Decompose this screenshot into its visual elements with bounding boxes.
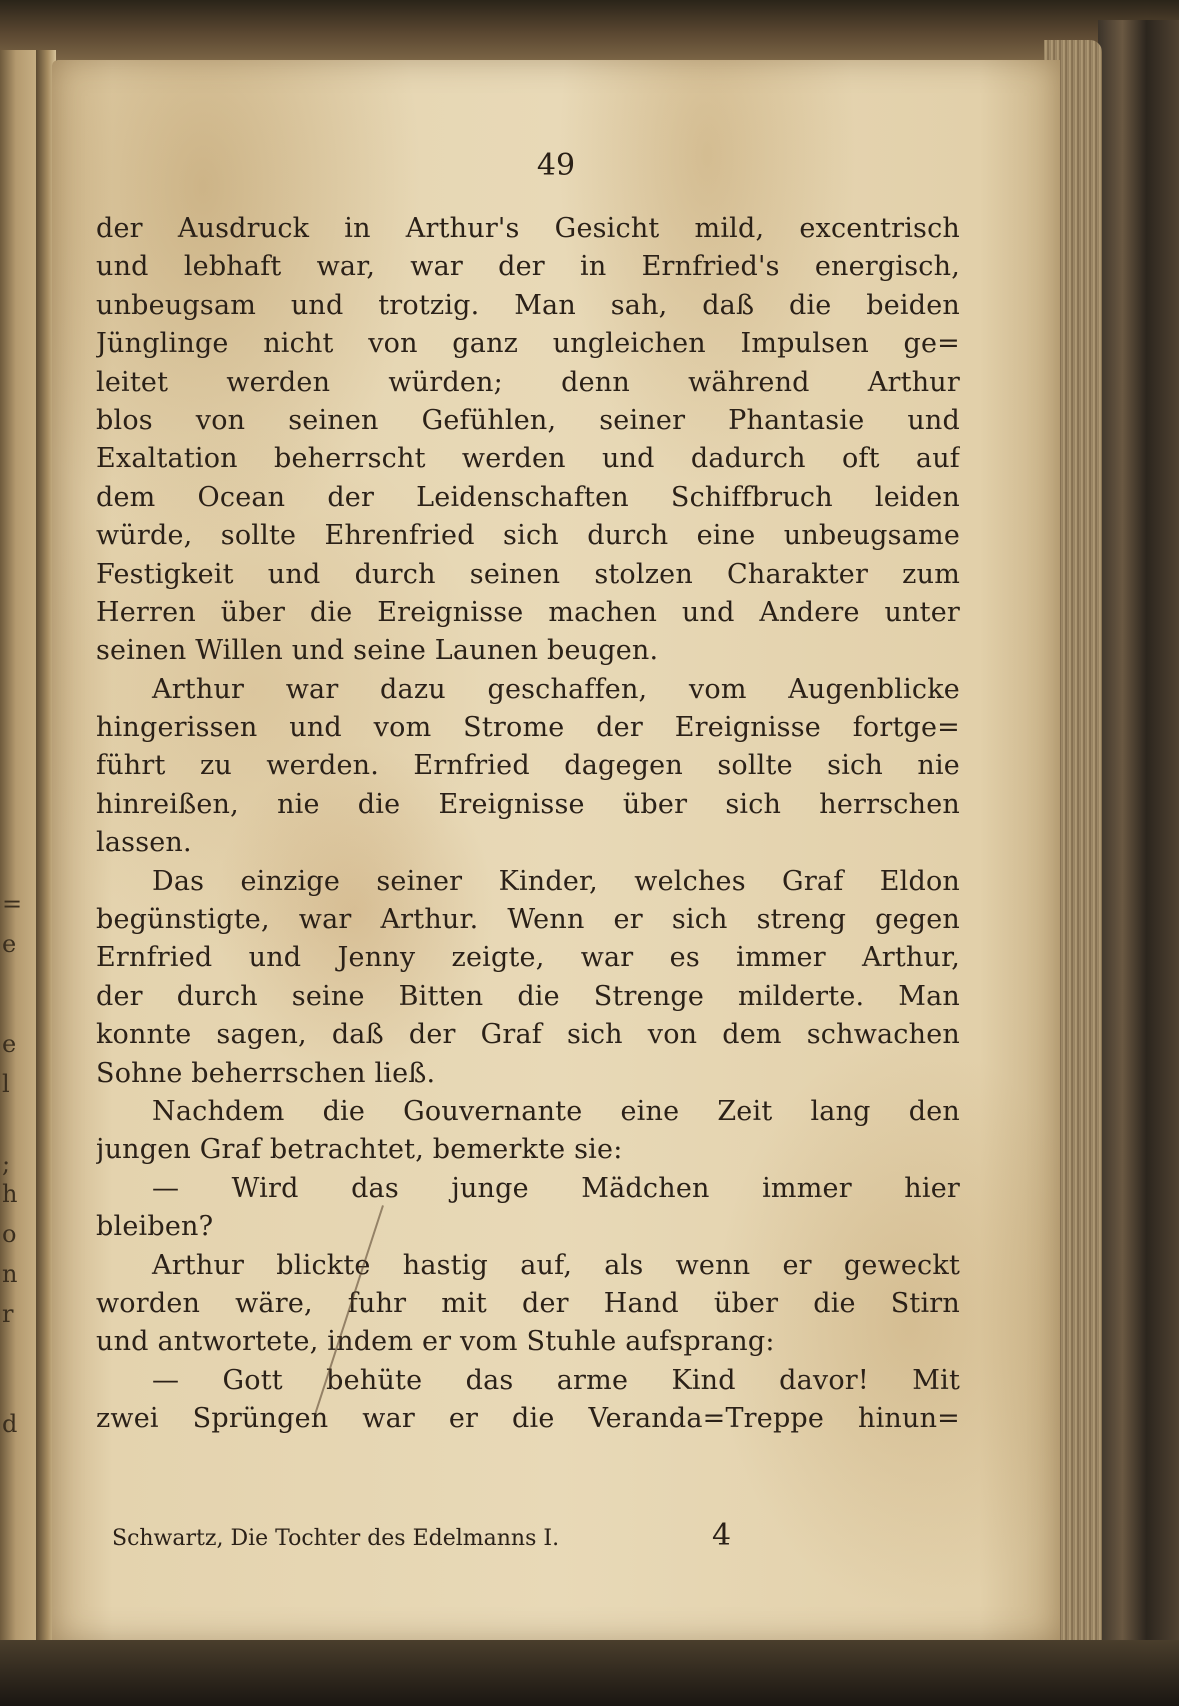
facing-page-mark: n xyxy=(2,1260,18,1288)
text-line: begünstigte, war Arthur. Wenn er sich streng gegen xyxy=(96,904,960,936)
facing-page-mark: e xyxy=(2,930,17,958)
text-line: leitet werden würden; denn während Arthur xyxy=(96,366,960,398)
page-number: 49 xyxy=(536,148,576,183)
text-line: Jünglinge nicht von ganz ungleichen Impulsen ge= xyxy=(96,328,960,360)
text-line: dem Ocean der Leidenschaften Schiffbruch leiden xyxy=(96,481,960,513)
book-page xyxy=(52,60,1060,1640)
text-line: würde, sollte Ehrenfried sich durch eine unbeugsame xyxy=(96,520,960,552)
text-line: Ernfried und Jenny zeigte, war es immer Arthur, xyxy=(96,942,960,974)
book-cover-bottom xyxy=(0,1640,1179,1706)
facing-page-mark: e xyxy=(2,1030,17,1058)
text-line: konnte sagen, daß der Graf sich von dem schwachen xyxy=(96,1019,960,1051)
text-line: und antwortete, indem er vom Stuhle aufsprang: xyxy=(96,1326,775,1358)
text-line: seinen Willen und seine Launen beugen. xyxy=(96,635,659,667)
facing-page-mark: h xyxy=(2,1180,18,1208)
text-line: Herren über die Ereignisse machen und Andere unter xyxy=(96,596,960,628)
text-line: führt zu werden. Ernfried dagegen sollte sich nie xyxy=(96,750,960,782)
facing-page-mark: d xyxy=(2,1410,18,1438)
text-line: Das einzige seiner Kinder, welches Graf Eldon xyxy=(152,865,960,897)
page-footer xyxy=(112,1518,862,1553)
text-line: blos von seinen Gefühlen, seiner Phantasie und xyxy=(96,404,960,436)
text-line: — Wird das junge Mädchen immer hier xyxy=(152,1172,960,1204)
text-line: worden wäre, fuhr mit der Hand über die Stirn xyxy=(96,1287,960,1319)
text-line: bleiben? xyxy=(96,1211,214,1243)
text-line: der durch seine Bitten die Strenge milderte. Man xyxy=(96,980,960,1012)
facing-page-mark: ; xyxy=(2,1150,11,1178)
footer-imprint: Schwartz, Die Tochter des Edelmanns I. xyxy=(112,1526,560,1551)
text-line: — Gott behüte das arme Kind davor! Mit xyxy=(152,1364,960,1396)
text-line: Nachdem die Gouvernante eine Zeit lang den xyxy=(152,1095,960,1127)
signature-mark: 4 xyxy=(712,1518,732,1553)
text-line: Sohne beherrschen ließ. xyxy=(96,1057,436,1089)
text-line: Exaltation beherrscht werden und dadurch oft auf xyxy=(96,443,960,475)
facing-page-mark: = xyxy=(2,890,23,918)
text-line: jungen Graf betrachtet, bemerkte sie: xyxy=(96,1134,623,1166)
facing-page-mark: r xyxy=(2,1300,14,1328)
book-cover-right xyxy=(1098,20,1179,1660)
text-line: und lebhaft war, war der in Ernfried's energisch, xyxy=(96,251,960,283)
text-line: Festigkeit und durch seinen stolzen Charakter zum xyxy=(96,558,960,590)
text-line: lassen. xyxy=(96,827,192,859)
page-text xyxy=(96,210,960,1439)
text-line: hinreißen, nie die Ereignisse über sich herrschen xyxy=(96,788,960,820)
text-line: hingerissen und vom Strome der Ereignisse fortge= xyxy=(96,712,960,744)
text-line: Arthur war dazu geschaffen, vom Augenblicke xyxy=(152,673,960,705)
book-cover-top xyxy=(0,0,1179,60)
text-line: zwei Sprüngen war er die Veranda=Treppe hinun= xyxy=(96,1403,960,1435)
facing-page-mark: o xyxy=(2,1220,17,1248)
text-line: unbeugsam und trotzig. Man sah, daß die beiden xyxy=(96,289,960,321)
text-line: Arthur blickte hastig auf, als wenn er geweckt xyxy=(152,1249,960,1281)
facing-page-mark: l xyxy=(2,1070,10,1098)
text-line: der Ausdruck in Arthur's Gesicht mild, excentrisch xyxy=(96,213,960,244)
